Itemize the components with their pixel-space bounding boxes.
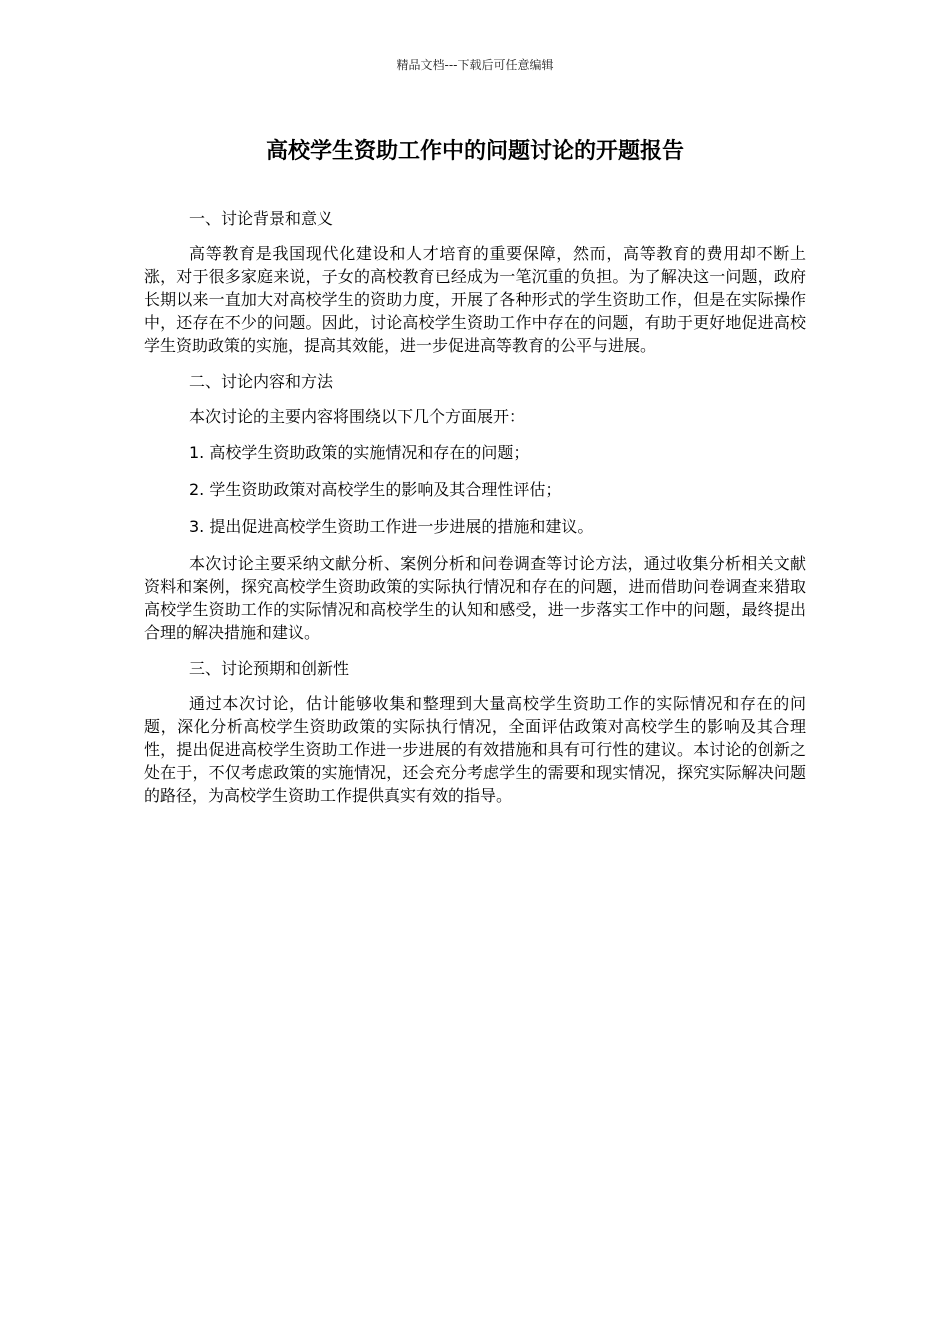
- paragraph-expectation: 通过本次讨论，估计能够收集和整理到大量高校学生资助工作的实际情况和存在的问题，深化分析高校学生资助政策的实际执行情况，全面评估政策对高校学生的影响及其合理性，提出促进高校学生资助工作进一步进展的有效措施和具有可行性的建议。本讨论的创新之处在于，不仅考虑政策的实施情况，还会充分考虑学生的需要和现实情况，探究实际解决问题的路径，为高校学生资助工作提供真实有效的指导。: [144, 694, 806, 805]
- section-heading-expectation: 三、讨论预期和创新性: [189, 659, 350, 678]
- section-heading-background: 一、讨论背景和意义: [189, 209, 334, 228]
- document-title: 高校学生资助工作中的问题讨论的开题报告: [265, 139, 684, 164]
- paragraph-background: 高等教育是我国现代化建设和人才培育的重要保障，然而，高等教育的费用却不断上涨，对于很多家庭来说，子女的高校教育已经成为一笔沉重的负担。为了解决这一问题，政府长期以来一直加大对高校学生的资助力度，开展了各种形式的学生资助工作，但是在实际操作中，还存在不少的问题。因此，讨论高校学生资助工作中存在的问题，有助于更好地促进高校学生资助政策的实施，提高其效能，进一步促进高等教育的公平与进展。: [144, 244, 806, 355]
- paragraph-method: 本次讨论主要采纳文献分析、案例分析和问卷调查等讨论方法，通过收集分析相关文献资料和案例，探究高校学生资助政策的实际执行情况和存在的问题，进而借助问卷调查来猎取高校学生资助工作的实际情况和高校学生的认知和感受，进一步落实工作中的问题，最终提出合理的解决措施和建议。: [144, 554, 806, 642]
- header-note: 精品文档---下载后可任意编辑: [396, 58, 554, 72]
- section-heading-content-method: 二、讨论内容和方法: [189, 372, 334, 391]
- list-item: 2. 学生资助政策对高校学生的影响及其合理性评估；: [189, 480, 562, 499]
- list-item: 1. 高校学生资助政策的实施情况和存在的问题；: [189, 443, 530, 462]
- paragraph-content-intro: 本次讨论的主要内容将围绕以下几个方面展开：: [189, 407, 526, 426]
- document-body: [144, 207, 806, 820]
- list-item: 3. 提出促进高校学生资助工作进一步进展的措施和建议。: [189, 517, 594, 536]
